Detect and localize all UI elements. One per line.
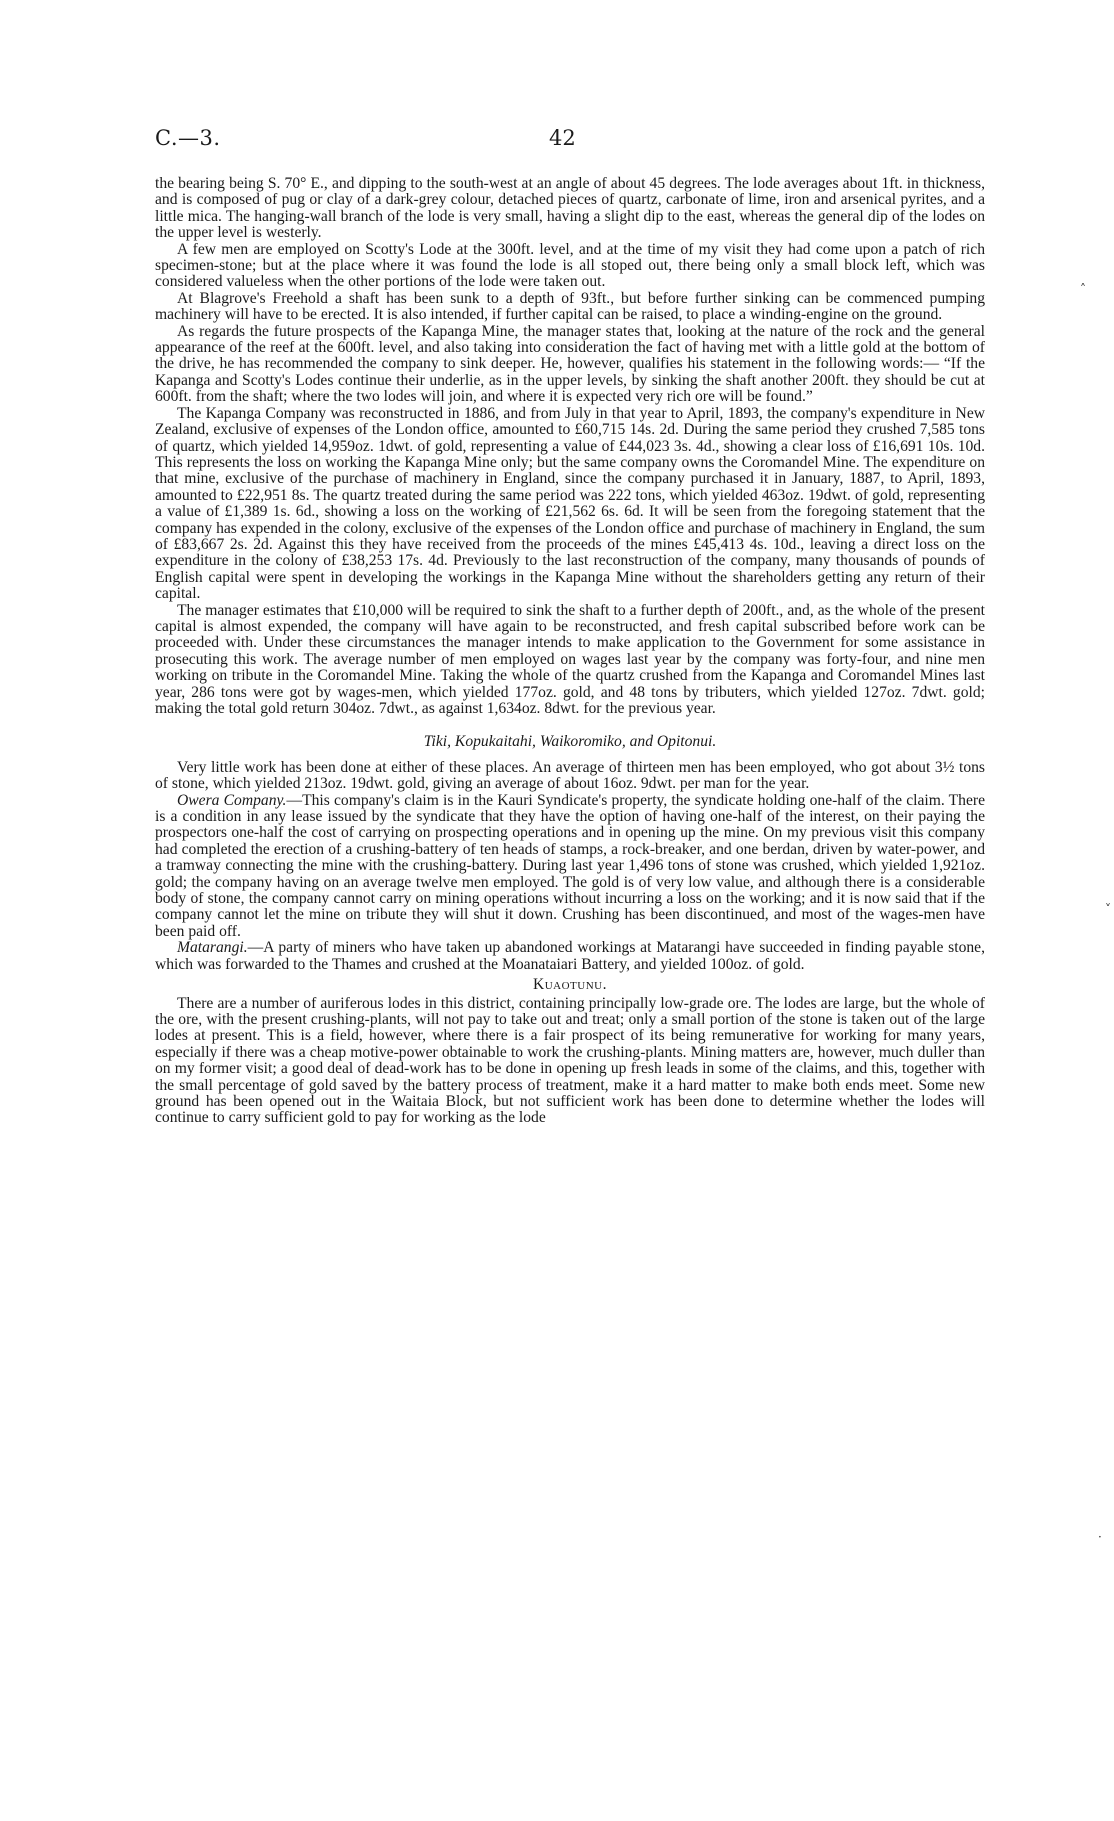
page-body: [155, 176, 985, 1127]
paragraph-scottys-lode: A few men are employed on Scotty's Lode at the 300ft. level, and at the time of my visit they had come upon a patch of rich specimen-stone; but at the place where it was found the lode is all stoped out, there being only a small block left, which was considered valueless when the other portions of the lode were taken out.: [155, 240, 985, 291]
subheading-tiki: Tiki, Kopukaitahi, Waikoromiko, and Opitonui.: [423, 733, 717, 751]
margin-mark: ˅: [1105, 902, 1111, 916]
paragraph-lode-description: the bearing being S. 70° E., and dipping to the south-west at an angle of about 45 degrees. The lode averages about 1ft. in thickness, and is composed of pug or clay of a dark-grey colour, detached pieces of quartz, carbonate of lime, iron and arsenical pyrites, and a little mica. The hanging-wall branch of the lode is very small, having a slight dip to the east, whereas the general dip of the lodes on the upper level is westerly.: [155, 175, 985, 242]
margin-mark: ˄: [1080, 282, 1086, 296]
paragraph-tiki: Very little work has been done at either of these places. An average of thirteen men has been employed, who got about 3½ tons of stone, which yielded 213oz. 19dwt. gold, giving an average of about 16oz. 9dwt. per man for the year.: [155, 758, 985, 793]
margin-mark: ·: [1098, 1530, 1102, 1544]
paragraph-future-prospects: As regards the future prospects of the Kapanga Mine, the manager states that, looking at the nature of the rock and the general appearance of the reef at the 600ft. level, and also taking into consideration the fact of having met with a little gold at the bottom of the drive, he has recommended the company to sink deeper. He, however, qualifies his statement in the following words:— “If the Kapanga and Scotty's Lodes continue their underlie, as in the upper levels, by sinking the shaft another 200ft. they should be cut at 600ft. from the shaft; where the two lodes will join, and where it is expected very rich ore will be found.”: [155, 322, 985, 406]
paragraph-matarangi: [155, 940, 985, 973]
document-reference: C.—3.: [155, 126, 221, 150]
section-heading-kuaotunu: Kuaotunu.: [532, 976, 608, 994]
matarangi-lead: Matarangi.: [177, 939, 248, 957]
page-number: 42: [549, 126, 576, 150]
paragraph-blagroves-freehold: At Blagrove's Freehold a shaft has been sunk to a depth of 93ft., but before further sinking can be commenced pumping machinery will have to be erected. It is also intended, if further capital can be raised, to place a winding-engine on the ground.: [155, 289, 985, 324]
paragraph-kapanga-expenditure: The Kapanga Company was reconstructed in 1886, and from July in that year to April, 1893, the company's expenditure in New Zealand, exclusive of expenses of the London office, amounted to £60,715 14s. 2d. During the same period they crushed 7,585 tons of quartz, which yielded 14,959oz. 1dwt. of gold, representing a value of £44,023 3s. 4d., showing a clear loss of £16,691 10s. 10d. This represents the loss on working the Kapanga Mine only; but the same company owns the Coromandel Mine. The expenditure on that mine, exclusive of the purchase of machinery in England, since the company purchased it in January, 1887, to April, 1893, amounted to £22,951 8s. The quartz treated during the same period was 222 tons, which yielded 463oz. 19dwt. of gold, representing a value of £1,389 1s. 6d., showing a loss on the working of £21,562 6s. 6d. It will be seen from the foregoing statement that the company has expended in the colony, exclusive of the expenses of the London office and purchase of machinery in England, the sum of £83,667 2s. 2d. Against this they have received from the proceeds of the mines £45,413 4s. 10d., leaving a direct loss on the expenditure in the colony of £38,253 17s. 4d. Previously to the last reconstruction of the company, many thousands of pounds of English capital were spent in developing the workings in the Kapanga Mine without the shareholders getting any return of their capital.: [155, 404, 985, 603]
paragraph-manager-estimates: The manager estimates that £10,000 will be required to sink the shaft to a further depth of 200ft., and, as the whole of the present capital is almost expended, the company will have again to be reconstructed, and fresh capital subscribed before work can be proceeded with. Under these circumstances the manager intends to make application to the Government for some assistance in prosecuting this work. The average number of men employed on wages last year by the company was forty-four, and nine men working on tribute in the Coromandel Mine. Taking the whole of the quartz crushed from the Kapanga and Coromandel Mines last year, 286 tons were got by wages-men, which yielded 177oz. gold, and 48 tons by tributers, which yielded 127oz. 7dwt. gold; making the total gold return 304oz. 7dwt., as against 1,634oz. 8dwt. for the previous year.: [155, 601, 985, 717]
paragraph-kuaotunu: There are a number of auriferous lodes in this district, containing principally low-grade ore. The lodes are large, but the whole of the ore, with the present crushing-plants, will not pay to take out and treat; only a small portion of the stone is taken out of the large lodes at present. This is a field, however, where there is a fair prospect of its being remunerative for working for many years, especially if there was a cheap motive-power obtainable to work the crushing-plants. Mining matters are, however, much duller than on my former visit; a good deal of dead-work has to be done in opening up fresh leads in some of the claims, and this, together with the small percentage of gold saved by the battery process of treatment, make it a hard matter to make both ends meet. Some new ground has been opened out in the Waitaia Block, but not sufficient work has been done to determine whether the lodes will continue to carry sufficient gold to pay for working as the lode: [155, 994, 985, 1127]
owera-lead: Owera Company.: [177, 791, 287, 809]
paragraph-owera: [155, 793, 985, 941]
matarangi-text: —A party of miners who have taken up abandoned workings at Matarangi have succeeded in finding payable stone, which was forwarded to the Thames and crushed at the Moanataiari Battery, and yielded 100oz. of gold.: [155, 939, 985, 973]
owera-text: —This company's claim is in the Kauri Syndicate's property, the syndicate holding one-half of the claim. There is a condition in any lease issued by the syndicate that they have the option of having one-half of the interest, on their paying the prospectors one-half the cost of carrying on prospecting operations and in opening up the mine. On my previous visit this company had completed the erection of a crushing-battery of ten heads of stamps, a rock-breaker, and one berdan, driven by water-power, and a tramway connecting the mine with the crushing-battery. During last year 1,496 tons of stone was crushed, which yielded 1,921oz. gold; the company having on an average twelve men employed. The gold is of very low value, and although there is a considerable body of stone, the company cannot carry on mining operations without incurring a loss on the working; and it is now said that if the company cannot let the mine on tribute they will shut it down. Crushing has been discontinued, and most of the wages-men have been paid off.: [155, 791, 986, 940]
page-header: [155, 126, 985, 156]
